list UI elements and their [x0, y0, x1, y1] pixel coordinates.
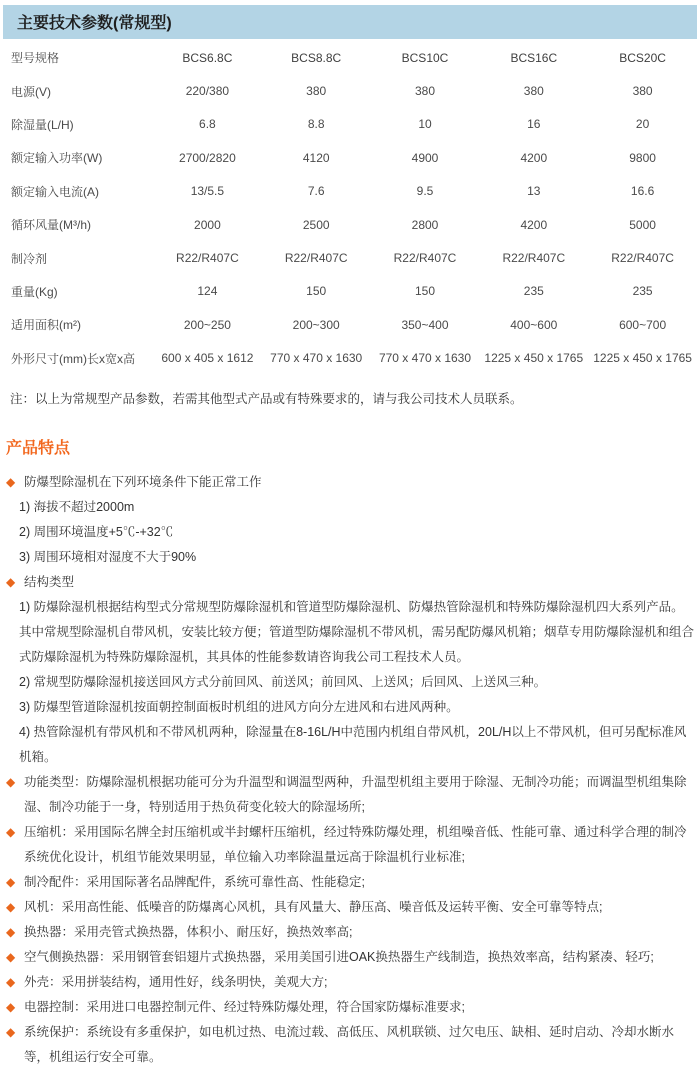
model-name: BCS8.8C — [291, 50, 342, 65]
spec-cell: 770 x 470 x 1630 — [270, 351, 363, 366]
table-note: 注：以上为常规型产品参数，若需其他型式产品或有特殊要求的，请与我公司技术人员联系。 — [10, 391, 523, 406]
diamond-bullet-icon: ◆ — [6, 949, 16, 964]
spec-cell: 4200 — [520, 217, 548, 232]
feature-subitem — [19, 545, 694, 570]
spec-cell: 380 — [632, 84, 653, 99]
diamond-bullet-icon: ◆ — [6, 824, 16, 839]
spec-cell: 9800 — [629, 150, 656, 165]
spec-table-header-row — [3, 41, 697, 74]
spec-cell: R22/R407C — [611, 251, 674, 266]
spec-cell: 20 — [635, 117, 650, 132]
spec-cell: 2800 — [411, 217, 439, 232]
feature-item — [0, 770, 694, 820]
diamond-bullet-icon: ◆ — [6, 974, 16, 989]
spec-row-air-circulation — [3, 208, 697, 241]
feature-item — [0, 820, 694, 870]
feature-text: 系统保护：系统设有多重保护，如电机过热、电流过载、高低压、风机联锁、过欠电压、缺相、延时启动、冷却水断水等，机组运行安全可靠。 — [24, 1024, 675, 1064]
feature-item — [0, 920, 694, 945]
spec-row-applicable-area — [3, 308, 697, 341]
spec-cell: 150 — [414, 284, 435, 299]
spec-cell: 150 — [306, 284, 327, 299]
spec-cell: 220/380 — [185, 84, 230, 99]
spec-row-label: 额定输入功率(W) — [11, 151, 103, 166]
feature-subitem — [19, 495, 694, 520]
feature-subitem — [19, 520, 694, 545]
spec-cell: 600 x 405 x 1612 — [161, 351, 254, 366]
spec-cell: 235 — [523, 284, 544, 299]
feature-text: 换热器：采用壳管式换热器，体积小、耐压好，换热效率高; — [24, 924, 353, 939]
spec-cell: 4120 — [302, 150, 330, 165]
spec-cell: 400~600 — [510, 317, 558, 332]
model-name: BCS20C — [619, 50, 666, 65]
spec-cell: 200~250 — [183, 317, 231, 332]
spec-cell: R22/R407C — [176, 251, 239, 266]
spec-cell: R22/R407C — [284, 251, 348, 266]
feature-text: 制冷配件：采用国际著名品牌配件，系统可靠性高、性能稳定; — [24, 874, 365, 889]
feature-text: 结构类型 — [24, 574, 75, 589]
spec-cell: 380 — [523, 84, 544, 99]
spec-cell: 10 — [418, 117, 432, 132]
feature-text: 1) 海拔不超过2000m — [19, 499, 135, 514]
spec-cell: 2700/2820 — [179, 150, 236, 165]
spec-cell: 4200 — [520, 150, 548, 165]
feature-subitem — [19, 695, 694, 720]
spec-row-label: 循环风量(M³/h) — [11, 218, 91, 233]
spec-cell: 4900 — [411, 150, 439, 165]
spec-sheet-page — [0, 5, 700, 1070]
spec-row-refrigerant — [3, 241, 697, 274]
spec-row-label: 制冷剂 — [11, 251, 48, 266]
spec-row-label: 额定输入电流(A) — [11, 184, 99, 199]
feature-text: 2) 常规型防爆除湿机接送回风方式分前回风、前送风；前回风、上送风；后回风、上送风三种。 — [19, 674, 547, 689]
spec-row-rated-input-current — [3, 175, 697, 208]
feature-item — [0, 870, 694, 895]
spec-table — [3, 41, 697, 375]
spec-row-label: 电源(V) — [11, 84, 51, 99]
spec-cell: 600~700 — [619, 317, 667, 332]
spec-cell: R22/R407C — [502, 251, 566, 266]
spec-cell: 380 — [306, 84, 327, 99]
diamond-bullet-icon: ◆ — [6, 999, 16, 1014]
feature-text: 电器控制：采用进口电器控制元件、经过特殊防爆处理，符合国家防爆标准要求; — [24, 999, 465, 1014]
feature-subitem — [19, 720, 694, 770]
feature-item — [0, 995, 694, 1020]
spec-cell: 8.8 — [307, 117, 325, 132]
feature-item — [0, 1020, 694, 1070]
model-name: BCS16C — [510, 50, 558, 65]
feature-text: 空气侧换热器：采用钢管套铝翅片式换热器，采用美国引进OAK换热器生产线制造，换热效率高，结构紧凑、轻巧; — [24, 949, 654, 964]
spec-row-label: 重量(Kg) — [11, 284, 58, 299]
spec-cell: 350~400 — [401, 317, 449, 332]
spec-cell: 1225 x 450 x 1765 — [484, 351, 584, 366]
diamond-bullet-icon: ◆ — [6, 924, 16, 939]
features-section-title: 产品特点 — [6, 439, 71, 457]
spec-row-power-supply — [3, 74, 697, 107]
spec-row-label: 除湿量(L/H) — [11, 117, 74, 132]
feature-text: 3) 防爆型管道除湿机按面朝控制面板时机组的进风方向分左进风和右进风两种。 — [19, 699, 459, 714]
spec-cell: 6.8 — [199, 117, 216, 132]
model-name: BCS6.8C — [182, 50, 233, 65]
spec-row-label: 外形尺寸(mm)长x宽x高 — [11, 351, 135, 366]
spec-cell: 235 — [632, 284, 653, 299]
feature-text: 外壳：采用拼装结构，通用性好，线条明快，美观大方; — [24, 974, 328, 989]
diamond-bullet-icon: ◆ — [6, 874, 16, 889]
feature-item — [0, 945, 694, 970]
spec-row-dimensions — [3, 342, 697, 375]
spec-cell: 2000 — [194, 217, 221, 232]
feature-subitem — [19, 670, 694, 695]
spec-cell: 7.6 — [307, 184, 325, 199]
spec-row-weight — [3, 275, 697, 308]
spec-cell: 124 — [197, 284, 218, 299]
spec-table-title: 主要技术参数(常规型) — [3, 5, 697, 39]
spec-cell: 5000 — [629, 217, 656, 232]
feature-text: 风机：采用高性能、低噪音的防爆离心风机，具有风量大、静压高、噪音低及运转平衡、安全可靠等特点; — [24, 899, 603, 914]
spec-cell: 13 — [527, 184, 541, 199]
spec-row-dehumidify-capacity — [3, 108, 697, 141]
feature-item — [0, 570, 694, 595]
spec-row-rated-input-power — [3, 141, 697, 174]
feature-text: 防爆型除湿机在下列环境条件下能正常工作 — [24, 474, 262, 489]
spec-cell: 13/5.5 — [190, 184, 225, 199]
spec-row-label: 适用面积(m²) — [11, 318, 81, 333]
spec-cell: 200~300 — [292, 317, 340, 332]
feature-text: 功能类型：防爆除湿机根据功能可分为升温型和调温型两种，升温型机组主要用于除湿、无制冷功能；而调温型机组集除湿、制冷功能于一身，特别适用于热负荷变化较大的除湿场所; — [24, 774, 687, 814]
feature-item — [0, 895, 694, 920]
diamond-bullet-icon: ◆ — [6, 574, 16, 589]
feature-subitem — [19, 595, 694, 670]
feature-text: 1) 防爆除湿机根据结构型式分常规型防爆除湿机和管道型防爆除湿机、防爆热管除湿机和特殊防爆除湿机四大系列产品。其中常规型除湿机自带风机，安装比较方便；管道型防爆除湿机不带风机，需另配防爆风机箱；烟草专用防爆除湿机和组合式防爆除湿机为特殊防爆除湿机，其具体的性能参数请咨询我公司工程技术人员。 — [19, 599, 695, 664]
spec-cell: 380 — [414, 84, 435, 99]
diamond-bullet-icon: ◆ — [6, 474, 16, 489]
feature-item — [0, 470, 694, 495]
feature-text: 4) 热管除湿机有带风机和不带风机两种，除湿量在8-16L/H中范围内机组自带风机，20L/H以上不带风机，但可另配标准风机箱。 — [19, 724, 687, 764]
feature-text: 3) 周围环境相对湿度不大于90% — [19, 549, 197, 564]
diamond-bullet-icon: ◆ — [6, 774, 16, 789]
feature-text: 压缩机：采用国际名牌全封压缩机或半封螺杆压缩机，经过特殊防爆处理，机组噪音低、性能可靠、通过科学合理的制冷系统优化设计，机组节能效果明显，单位输入功率除温量远高于除温机行业标准; — [24, 824, 687, 864]
spec-cell: 9.5 — [416, 184, 434, 199]
spec-cell: 16.6 — [630, 184, 655, 199]
feature-text: 2) 周围环境温度+5℃-+32℃ — [19, 524, 174, 539]
spec-cell: 1225 x 450 x 1765 — [593, 351, 692, 366]
spec-cell: 770 x 470 x 1630 — [378, 351, 472, 366]
feature-item — [0, 970, 694, 995]
spec-cell: 2500 — [302, 217, 330, 232]
diamond-bullet-icon: ◆ — [6, 1024, 16, 1039]
spec-header-label: 型号规格 — [11, 51, 60, 66]
spec-cell: R22/R407C — [393, 251, 457, 266]
diamond-bullet-icon: ◆ — [6, 899, 16, 914]
spec-cell: 16 — [527, 117, 541, 132]
model-name: BCS10C — [401, 50, 449, 65]
features-list — [0, 470, 694, 1070]
